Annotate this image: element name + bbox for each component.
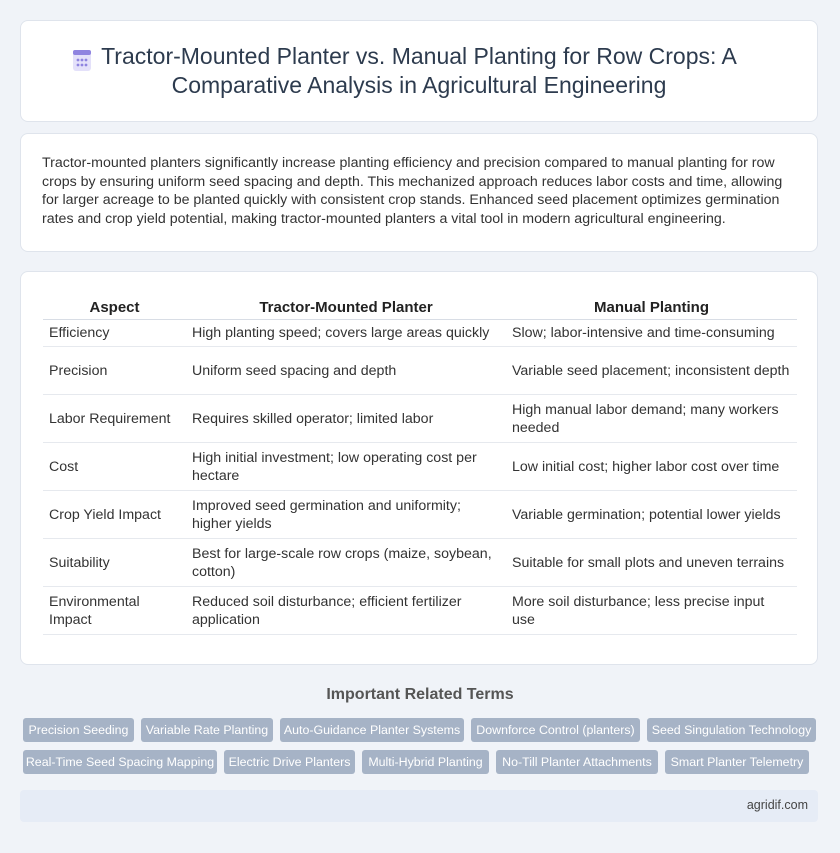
table-cell-manual: Suitable for small plots and uneven terrains [506,539,797,587]
table-cell-manual: More soil disturbance; less precise input use [506,587,797,635]
table-cell-tractor: Uniform seed spacing and depth [186,347,506,395]
table-cell-manual: Variable germination; potential lower yields [506,491,797,539]
table-row [43,320,797,347]
table-cell-aspect: Efficiency [43,320,186,347]
table-cell-tractor: Improved seed germination and uniformity; higher yields [186,491,506,539]
comparison-table [43,295,797,635]
tag-seed-singulation-technology[interactable]: Seed Singulation Technology [647,718,816,742]
title-card [20,20,818,122]
table-cell-aspect: Labor Requirement [43,395,186,443]
table-row [43,491,797,539]
table-cell-tractor: Requires skilled operator; limited labor [186,395,506,443]
table-cell-aspect: Crop Yield Impact [43,491,186,539]
tag-auto-guidance-planter-systems[interactable]: Auto-Guidance Planter Systems [280,718,464,742]
table-cell-manual: High manual labor demand; many workers needed [506,395,797,443]
tag-smart-planter-telemetry[interactable]: Smart Planter Telemetry [665,750,809,774]
table-row [43,347,797,395]
table-cell-tractor: Reduced soil disturbance; efficient fertilizer application [186,587,506,635]
table-cell-tractor: High planting speed; covers large areas quickly [186,320,506,347]
tag-real-time-seed-spacing-mapping[interactable]: Real-Time Seed Spacing Mapping [23,750,217,774]
tag-variable-rate-planting[interactable]: Variable Rate Planting [141,718,273,742]
table-header-row [43,295,797,320]
footer-site-link[interactable]: agridif.com [746,798,808,812]
header-manual: Manual Planting [506,295,797,320]
header-tractor: Tractor-Mounted Planter [186,295,506,320]
comparison-card [20,271,818,665]
table-cell-aspect: Environmental Impact [43,587,186,635]
table-row [43,539,797,587]
footer [20,790,818,822]
tag-multi-hybrid-planting[interactable]: Multi-Hybrid Planting [362,750,489,774]
tag-downforce-control[interactable]: Downforce Control (planters) [471,718,640,742]
table-cell-tractor: High initial investment; low operating cost per hectare [186,443,506,491]
tag-electric-drive-planters[interactable]: Electric Drive Planters [224,750,355,774]
header-aspect: Aspect [43,295,186,320]
table-row [43,587,797,635]
table-cell-manual: Variable seed placement; inconsistent depth [506,347,797,395]
table-cell-manual: Low initial cost; higher labor cost over time [506,443,797,491]
table-row [43,443,797,491]
table-cell-aspect: Cost [43,443,186,491]
related-terms-title: Important Related Terms [326,686,514,703]
intro-card [20,133,818,252]
page-title: Tractor-Mounted Planter vs. Manual Planting for Row Crops: A Comparative Analysis in Agricultural Engineering [101,43,737,98]
intro-paragraph: Tractor-mounted planters significantly increase planting efficiency and precision compared to manual planting for row crops by ensuring uniform seed spacing and depth. This mechanized approach reduces labor costs and time, allowing for larger acreage to be planted quickly with consistent crop stands. Enhanced seed placement optimizes germination rates and crop yield potential, making tractor-mounted planters a vital tool in modern agricultural engineering. [42,155,783,227]
table-cell-aspect: Suitability [43,539,186,587]
table-row [43,395,797,443]
tag-no-till-planter-attachments[interactable]: No-Till Planter Attachments [496,750,658,774]
table-cell-tractor: Best for large-scale row crops (maize, soybean, cotton) [186,539,506,587]
table-cell-manual: Slow; labor-intensive and time-consuming [506,320,797,347]
table-cell-aspect: Precision [43,347,186,395]
tag-precision-seeding[interactable]: Precision Seeding [23,718,134,742]
